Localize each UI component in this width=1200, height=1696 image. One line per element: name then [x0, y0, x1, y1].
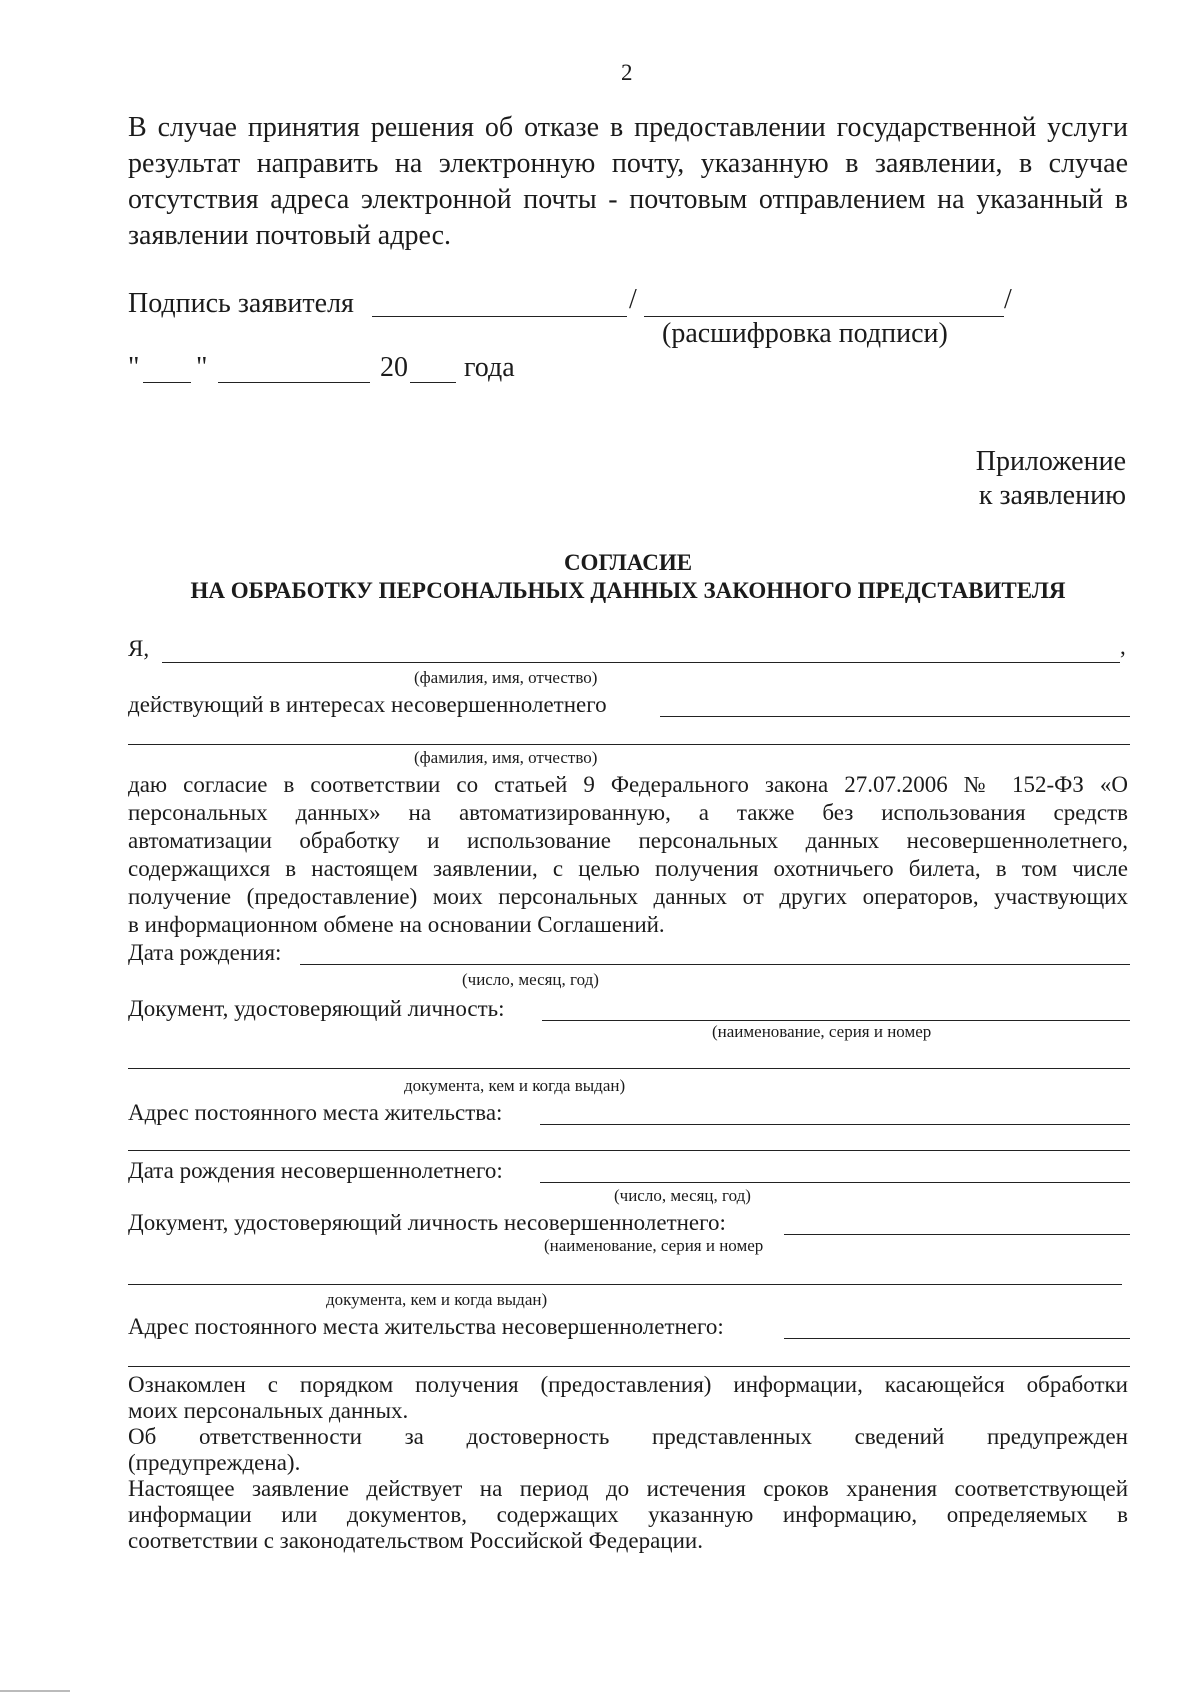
consent-line-3: автоматизации обработку и использование персональных данных несовершеннолетнего, — [128, 828, 1128, 853]
date-day-field[interactable] — [143, 382, 191, 383]
birth-date-caption: (число, месяц, год) — [462, 970, 599, 989]
intro-line-2: результат направить на электронную почту, указанную в заявлении, в случае — [128, 148, 1128, 179]
acting-label: действующий в интересах несовершеннолетнего — [128, 692, 607, 717]
consent-line-1: даю согласие в соответствии со статьей 9 Федерального закона 27.07.2006 № 152-ФЗ «О — [128, 772, 1128, 797]
address-label: Адрес постоянного места жительства: — [128, 1100, 503, 1125]
signature-slash-1: / — [629, 284, 637, 315]
signature-field[interactable] — [372, 316, 627, 317]
page-number: 2 — [621, 60, 633, 85]
date-month-field[interactable] — [218, 382, 370, 383]
birth-date-field[interactable] — [300, 964, 1130, 965]
date-year-field[interactable] — [410, 382, 456, 383]
minor-birth-date-caption: (число, месяц, год) — [614, 1186, 751, 1205]
form-comma: , — [1120, 634, 1126, 659]
signature-slash-2: / — [1004, 284, 1012, 315]
id-doc-field-2[interactable] — [128, 1068, 1130, 1069]
minor-birth-date-field[interactable] — [540, 1182, 1130, 1183]
minor-id-doc-field-1[interactable] — [784, 1234, 1130, 1235]
date-year-suffix: года — [464, 352, 515, 383]
id-doc-caption-1: (наименование, серия и номер — [712, 1022, 932, 1041]
id-doc-field-1[interactable] — [542, 1020, 1130, 1021]
minor-birth-date-label: Дата рождения несовершеннолетнего: — [128, 1158, 503, 1183]
id-doc-caption-2: документа, кем и когда выдан) — [404, 1076, 626, 1095]
responsibility-line-1: Об ответственности за достоверность представленных сведений предупрежден — [128, 1424, 1128, 1449]
birth-date-label: Дата рождения: — [128, 940, 282, 965]
minor-id-doc-caption-1: (наименование, серия и номер — [544, 1236, 764, 1255]
minor-address-field-2[interactable] — [128, 1366, 1130, 1367]
scan-edge-divider — [0, 1690, 70, 1692]
minor-address-field-1[interactable] — [784, 1338, 1130, 1339]
date-year-prefix: 20 — [380, 352, 408, 383]
validity-line-2: информации или документов, содержащих указанную информацию, определяемых в — [128, 1502, 1128, 1527]
fio-field[interactable] — [162, 662, 1120, 663]
acquainted-line-1: Ознакомлен с порядком получения (предоставления) информации, касающейся обработки — [128, 1372, 1128, 1397]
title-line-1: СОГЛАСИЕ — [563, 550, 693, 575]
minor-fio-field-2[interactable] — [128, 744, 1130, 745]
intro-line-3: отсутствия адреса электронной почты - почтовым отправлением на указанный в — [128, 184, 1128, 215]
appendix-line-1: Приложение — [975, 446, 1126, 477]
address-field-2[interactable] — [128, 1150, 1130, 1151]
minor-id-doc-field-2[interactable] — [128, 1284, 1122, 1285]
consent-line-4: содержащихся в настоящем заявлении, с целью получения охотничьего билета, в том числе — [128, 856, 1128, 881]
minor-fio-field-1[interactable] — [660, 716, 1130, 717]
title-line-2: НА ОБРАБОТКУ ПЕРСОНАЛЬНЫХ ДАННЫХ ЗАКОННОГО ПРЕДСТАВИТЕЛЯ — [190, 578, 1066, 603]
signature-decode-caption: (расшифровка подписи) — [662, 318, 948, 349]
signature-decode-field[interactable] — [644, 316, 1004, 317]
appendix-line-2: к заявлению — [978, 480, 1126, 511]
fio-caption-1: (фамилия, имя, отчество) — [414, 668, 598, 687]
minor-id-doc-label: Документ, удостоверяющий личность несовершеннолетнего: — [128, 1210, 726, 1235]
address-field-1[interactable] — [540, 1124, 1130, 1125]
id-doc-label: Документ, удостоверяющий личность: — [128, 996, 505, 1021]
consent-line-6: в информационном обмене на основании Соглашений. — [128, 912, 665, 937]
date-quote-close: " — [196, 352, 208, 383]
consent-line-5: получение (предоставление) моих персональных данных от других операторов, участвующих — [128, 884, 1128, 909]
validity-line-1: Настоящее заявление действует на период до истечения сроков хранения соответствующей — [128, 1476, 1128, 1501]
intro-line-4: заявлении почтовый адрес. — [128, 220, 452, 251]
date-quote-open: " — [128, 352, 140, 383]
intro-line-1: В случае принятия решения об отказе в предоставлении государственной услуги — [128, 112, 1128, 143]
acquainted-line-2: моих персональных данных. — [128, 1398, 409, 1423]
responsibility-line-2: (предупреждена). — [128, 1450, 301, 1475]
consent-line-2: персональных данных» на автоматизированную, а также без использования средств — [128, 800, 1128, 825]
minor-id-doc-caption-2: документа, кем и когда выдан) — [326, 1290, 548, 1309]
fio-caption-2: (фамилия, имя, отчество) — [414, 748, 598, 767]
signature-label: Подпись заявителя — [128, 288, 354, 319]
validity-line-3: соответствии с законодательством Российской Федерации. — [128, 1528, 703, 1553]
minor-address-label: Адрес постоянного места жительства несовершеннолетнего: — [128, 1314, 724, 1339]
form-ya: Я, — [128, 636, 150, 661]
